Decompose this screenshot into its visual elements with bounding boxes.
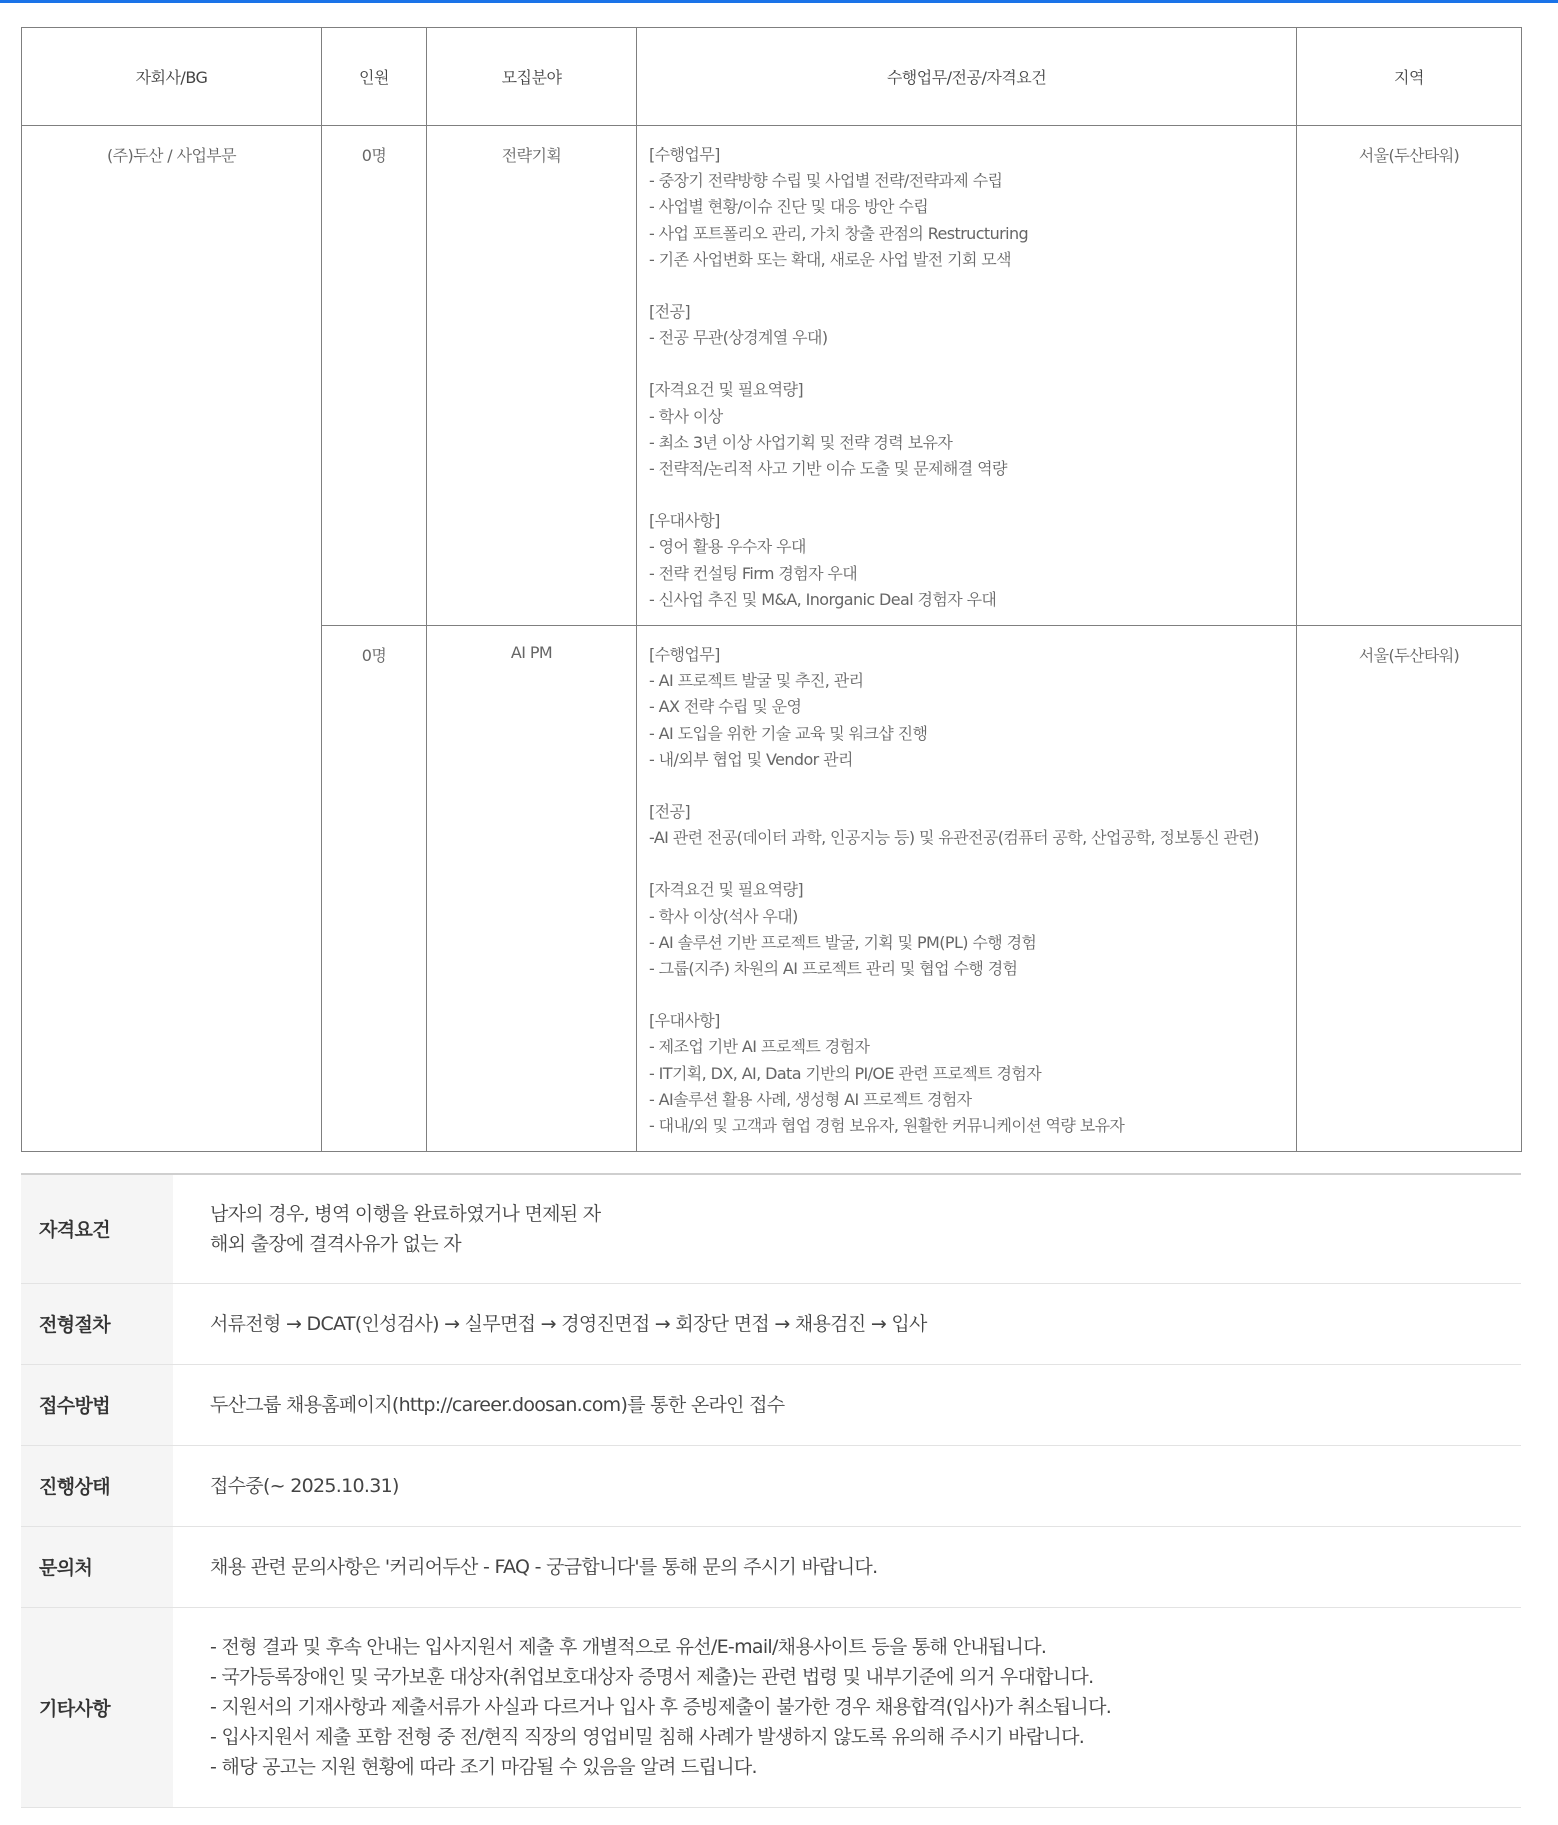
info-row-status [21, 1445, 1521, 1526]
header-region: 지역 [1297, 28, 1522, 126]
info-value [173, 1174, 1521, 1283]
duties-cell [637, 126, 1297, 626]
job-positions-table [21, 27, 1522, 1152]
info-label: 자격요건 [21, 1174, 173, 1283]
table-header-row [22, 28, 1522, 126]
info-value [173, 1607, 1521, 1807]
info-row-etc [21, 1607, 1521, 1807]
section-item: - 그룹(지주) 차원의 AI 프로젝트 관리 및 협업 수행 경험 [649, 959, 1018, 979]
header-field: 모집분야 [427, 28, 637, 126]
section-item: - AX 전략 수립 및 운영 [649, 697, 802, 717]
section-item: -AI 관련 전공(데이터 과학, 인공지능 등) 및 유관전공(컴퓨터 공학, 산업공학, 정보통신 관련) [649, 828, 1259, 848]
section-title: [자격요건 및 필요역량] [649, 380, 803, 400]
info-line: - 전형 결과 및 후속 안내는 입사지원서 제출 후 개별적으로 유선/E-mail/채용사이트 등을 통해 안내됩니다. [210, 1636, 1047, 1658]
info-line: 남자의 경우, 병역 이행을 완료하였거나 면제된 자 [210, 1202, 601, 1225]
section-item: - 사업 포트폴리오 관리, 가치 창출 관점의 Restructuring [649, 223, 1029, 243]
info-value [173, 1283, 1521, 1364]
info-label: 기타사항 [21, 1607, 173, 1807]
section-item: - 영어 활용 우수자 우대 [649, 537, 806, 557]
info-label: 접수방법 [21, 1364, 173, 1445]
section-item: - AI 솔루션 기반 프로젝트 발굴, 기획 및 PM(PL) 수행 경험 [649, 932, 1037, 952]
preference-section [649, 508, 1284, 613]
section-title: [전공] [649, 302, 690, 322]
headcount-cell: 0명 [322, 126, 427, 626]
section-title: [자격요건 및 필요역량] [649, 880, 803, 900]
info-line: 서류전형 → DCAT(인성검사) → 실무면접 → 경영진면접 → 회장단 면접 → 채용검진 → 입사 [210, 1312, 927, 1335]
recruitment-info-table [21, 1173, 1521, 1808]
info-line: - 입사지원서 제출 포함 전형 중 전/현직 직장의 영업비밀 침해 사례가 발생하지 않도록 유의해 주시기 바랍니다. [210, 1726, 1085, 1748]
info-line: 채용 관련 문의사항은 '커리어두산 - FAQ - 궁금합니다'를 통해 문의 주시기 바랍니다. [210, 1555, 878, 1578]
section-title: [우대사항] [649, 511, 720, 531]
duty-section [649, 642, 1284, 773]
duty-section [649, 142, 1284, 273]
section-title: [전공] [649, 802, 690, 822]
section-item: - 전공 무관(상경계열 우대) [649, 328, 828, 348]
section-item: - AI 도입을 위한 기술 교육 및 워크샵 진행 [649, 723, 928, 743]
field-cell: 전략기획 [427, 126, 637, 626]
section-item: - 전략 컨설팅 Firm 경험자 우대 [649, 563, 858, 583]
info-label: 문의처 [21, 1526, 173, 1607]
section-item: - 학사 이상 [649, 406, 723, 426]
section-item: - 신사업 추진 및 M&A, Inorganic Deal 경험자 우대 [649, 589, 997, 609]
field-cell: AI PM [427, 626, 637, 1152]
info-line: - 해당 공고는 지원 현황에 따라 조기 마감될 수 있음을 알려 드립니다. [210, 1756, 757, 1778]
headcount-cell: 0명 [322, 626, 427, 1152]
company-cell: (주)두산 / 사업부문 [22, 126, 322, 1152]
header-duties: 수행업무/전공/자격요건 [637, 28, 1297, 126]
info-row-process [21, 1283, 1521, 1364]
table-row [22, 126, 1522, 626]
section-item: - 제조업 기반 AI 프로젝트 경험자 [649, 1037, 870, 1057]
section-title: [우대사항] [649, 1011, 720, 1031]
region-cell: 서울(두산타워) [1297, 126, 1522, 626]
info-line: 해외 출장에 결격사유가 없는 자 [210, 1232, 461, 1255]
info-value [173, 1445, 1521, 1526]
section-item: - 대내/외 및 고객과 협업 경험 보유자, 원활한 커뮤니케이션 역량 보유자 [649, 1116, 1125, 1136]
section-item: - 중장기 전략방향 수립 및 사업별 전략/전략과제 수립 [649, 171, 1003, 191]
section-item: - 학사 이상(석사 우대) [649, 906, 798, 926]
header-headcount: 인원 [322, 28, 427, 126]
section-item: - 전략적/논리적 사고 기반 이슈 도출 및 문제해결 역량 [649, 459, 1007, 479]
section-item: - 내/외부 협업 및 Vendor 관리 [649, 749, 853, 769]
info-value [173, 1364, 1521, 1445]
section-item: - AI 프로젝트 발굴 및 추진, 관리 [649, 671, 864, 691]
info-label: 진행상태 [21, 1445, 173, 1526]
info-value [173, 1526, 1521, 1607]
info-line: - 지원서의 기재사항과 제출서류가 사실과 다르거나 입사 후 증빙제출이 불가한 경우 채용합격(입사)가 취소됩니다. [210, 1696, 1112, 1718]
major-section [649, 299, 1284, 351]
preference-section [649, 1008, 1284, 1139]
region-cell: 서울(두산타워) [1297, 626, 1522, 1152]
top-accent-bar [0, 0, 1558, 3]
duties-cell [637, 626, 1297, 1152]
section-item: - 기존 사업변화 또는 확대, 새로운 사업 발전 기회 모색 [649, 249, 1012, 269]
info-row-qualification [21, 1174, 1521, 1283]
info-row-contact [21, 1526, 1521, 1607]
info-row-application [21, 1364, 1521, 1445]
info-line: 접수중(~ 2025.10.31) [210, 1474, 399, 1497]
section-item: - 최소 3년 이상 사업기획 및 전략 경력 보유자 [649, 432, 953, 452]
header-company: 자회사/BG [22, 28, 322, 126]
info-line: - 국가등록장애인 및 국가보훈 대상자(취업보호대상자 증명서 제출)는 관련 법령 및 내부기준에 의거 우대합니다. [210, 1666, 1094, 1688]
qualification-section [649, 377, 1284, 482]
info-line: 두산그룹 채용홈페이지(http://career.doosan.com)를 통한 온라인 접수 [210, 1393, 785, 1416]
section-item: - 사업별 현황/이슈 진단 및 대응 방안 수립 [649, 197, 929, 217]
section-item: - AI솔루션 활용 사례, 생성형 AI 프로젝트 경험자 [649, 1089, 972, 1109]
section-title: [수행업무] [649, 645, 720, 665]
major-section [649, 799, 1284, 851]
section-item: - IT기획, DX, AI, Data 기반의 PI/OE 관련 프로젝트 경험자 [649, 1063, 1042, 1083]
qualification-section [649, 877, 1284, 982]
info-label: 전형절차 [21, 1283, 173, 1364]
section-title: [수행업무] [649, 145, 720, 164]
